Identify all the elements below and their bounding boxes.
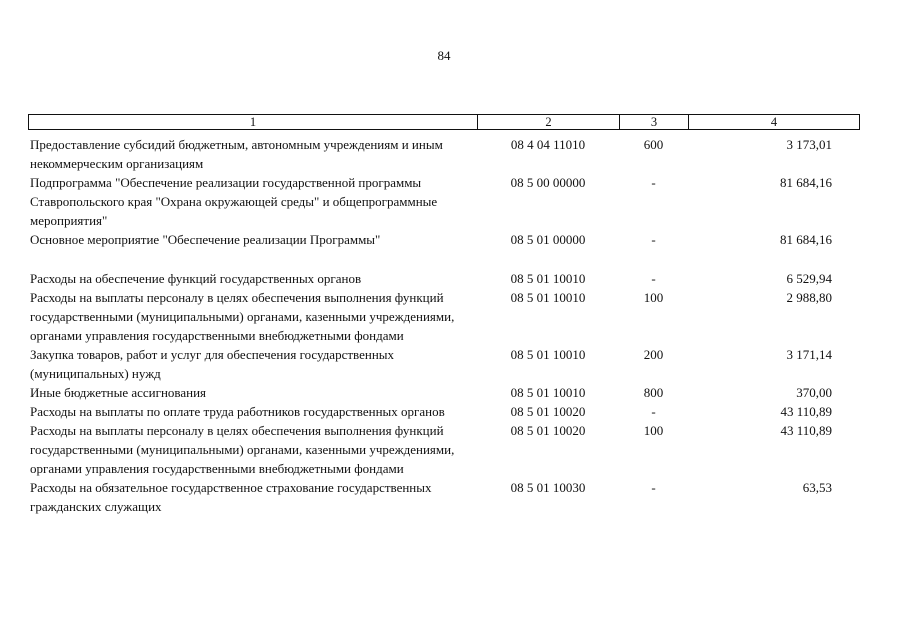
row-type: 200: [643, 347, 664, 362]
row-type: -: [651, 271, 656, 286]
table-header: [28, 114, 860, 130]
table-row: [28, 478, 860, 516]
column-header-4: 4: [770, 115, 778, 129]
row-type: 100: [643, 290, 664, 305]
row-amount: 370,00: [796, 385, 832, 400]
row-amount: 6 529,94: [786, 271, 832, 286]
column-header-2: 2: [478, 115, 620, 129]
table-body: [28, 135, 860, 516]
table-row: [28, 345, 860, 383]
row-type: 100: [643, 423, 664, 438]
row-name: Расходы на обеспечение функций государственных органов: [30, 271, 362, 286]
row-type: -: [651, 404, 656, 419]
row-amount: 3 171,14: [786, 347, 832, 362]
row-type: 800: [643, 385, 664, 400]
row-amount: 63,53: [802, 480, 832, 495]
row-amount: 3 173,01: [786, 137, 832, 152]
row-type: 600: [643, 137, 664, 152]
table-row: [28, 421, 860, 478]
row-name: Расходы на обязательное государственное страхование государственных гражданских служащих: [30, 480, 432, 514]
table-row: [28, 383, 860, 402]
row-name: Расходы на выплаты персоналу в целях обеспечения выполнения функций государственными (муниципальными) органами, казенными учреждениями, органами управления государственными внебюджетными фондами: [30, 290, 455, 343]
row-code: 08 5 01 10020: [510, 423, 586, 438]
row-amount: 43 110,89: [780, 423, 832, 438]
row-code: 08 5 01 10010: [510, 290, 586, 305]
table-row: [28, 230, 860, 249]
row-name: Расходы на выплаты персоналу в целях обеспечения выполнения функций государственными (муниципальными) органами, казенными учреждениями, органами управления государственными внебюджетными фондами: [30, 423, 455, 476]
table-row: [28, 269, 860, 288]
row-name: Основное мероприятие "Обеспечение реализации Программы": [30, 232, 381, 247]
row-code: 08 4 04 11010: [510, 137, 586, 152]
row-type: -: [651, 232, 656, 247]
table-row: [28, 135, 860, 173]
table-row: [28, 288, 860, 345]
row-code: 08 5 01 10020: [510, 404, 586, 419]
row-amount: 2 988,80: [786, 290, 832, 305]
row-name: Предоставление субсидий бюджетным, автономным учреждениям и иным некоммерческим организациям: [30, 137, 443, 171]
column-header-1: 1: [29, 115, 478, 129]
row-name: Подпрограмма "Обеспечение реализации государственной программы Ставропольского края "Охрана окружающей среды" и общепрограммные мероприятия": [30, 175, 438, 228]
row-code: 08 5 01 10010: [510, 347, 586, 362]
row-amount: 81 684,16: [780, 232, 832, 247]
row-code: 08 5 01 00000: [510, 232, 586, 247]
column-header-3: 3: [620, 115, 689, 129]
row-type: -: [651, 480, 656, 495]
row-code: 08 5 01 10010: [510, 385, 586, 400]
row-amount: 81 684,16: [780, 175, 832, 190]
row-name: Закупка товаров, работ и услуг для обеспечения государственных (муниципальных) нужд: [30, 347, 395, 381]
row-code: 08 5 00 00000: [510, 175, 586, 190]
page-number: 84: [437, 48, 451, 63]
row-spacer: [28, 249, 860, 269]
table-row: [28, 173, 860, 230]
row-type: -: [651, 175, 656, 190]
row-name: Расходы на выплаты по оплате труда работников государственных органов: [30, 404, 445, 419]
row-amount: 43 110,89: [780, 404, 832, 419]
row-code: 08 5 01 10030: [510, 480, 586, 495]
row-name: Иные бюджетные ассигнования: [30, 385, 207, 400]
row-code: 08 5 01 10010: [510, 271, 586, 286]
table-row: [28, 402, 860, 421]
